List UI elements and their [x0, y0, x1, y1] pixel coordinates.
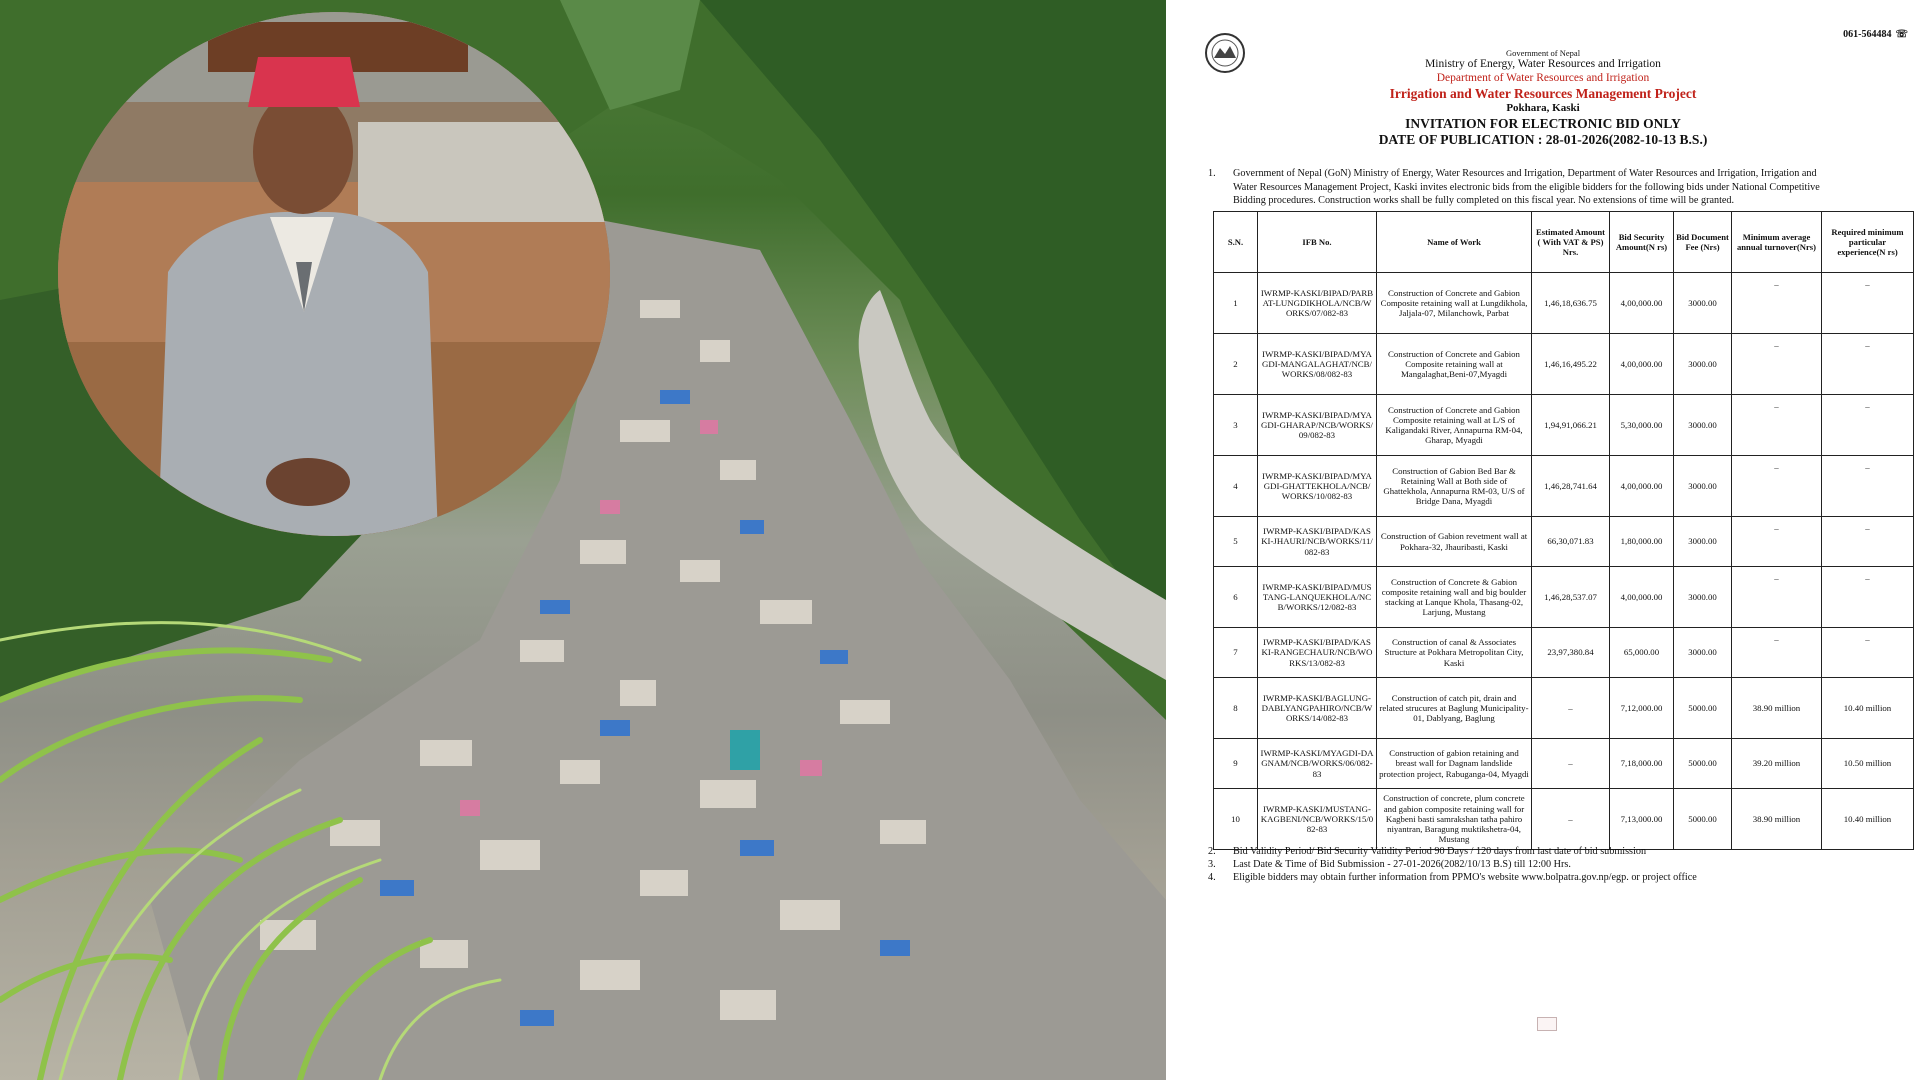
- cell-fee: 3000.00: [1674, 517, 1732, 567]
- cell-fee: 5000.00: [1674, 678, 1732, 739]
- note-number: 4.: [1208, 872, 1216, 883]
- note-text: Last Date & Time of Bid Submission - 27-01-2026(2082/10/13 B.S) till 12:00 Hrs.: [1233, 859, 1571, 870]
- table-row: [1214, 567, 1914, 628]
- table-row: [1214, 789, 1914, 850]
- cell-experience: –: [1822, 567, 1914, 628]
- cell-ifb: IWRMP-KASKI/MYAGDI-DAGNAM/NCB/WORKS/06/082-83: [1258, 739, 1377, 789]
- cell-estimate: –: [1532, 678, 1610, 739]
- cell-security: 4,00,000.00: [1610, 273, 1674, 334]
- cell-ifb: IWRMP-KASKI/MUSTANG-KAGBENI/NCB/WORKS/15/082-83: [1258, 789, 1377, 850]
- intro-line: Government of Nepal (GoN) Ministry of Energy, Water Resources and Irrigation, Department of Water Resources and Irrigation, Irrigation and: [1233, 168, 1817, 179]
- table-row: [1214, 739, 1914, 789]
- cell-sn: 7: [1214, 628, 1258, 678]
- cell-security: 4,00,000.00: [1610, 456, 1674, 517]
- cell-turnover: –: [1732, 567, 1822, 628]
- bid-notice-document: [1166, 0, 1920, 1080]
- cell-estimate: –: [1532, 789, 1610, 850]
- cell-fee: 3000.00: [1674, 456, 1732, 517]
- phone-number: [1843, 29, 1908, 40]
- cell-work: Construction of catch pit, drain and related strucures at Baglung Municipality-01, Dablyang, Baglung: [1377, 678, 1532, 739]
- cell-sn: 1: [1214, 273, 1258, 334]
- cell-turnover: –: [1732, 334, 1822, 395]
- cell-security: 7,12,000.00: [1610, 678, 1674, 739]
- person-illustration: [58, 12, 610, 536]
- cell-ifb: IWRMP-KASKI/BIPAD/KASKI-RANGECHAUR/NCB/WORKS/13/082-83: [1258, 628, 1377, 678]
- cell-estimate: –: [1532, 739, 1610, 789]
- cell-security: 4,00,000.00: [1610, 567, 1674, 628]
- cell-estimate: 1,46,18,636.75: [1532, 273, 1610, 334]
- phone-icon: ☏: [1895, 29, 1908, 40]
- cell-sn: 10: [1214, 789, 1258, 850]
- col-header-ifb: IFB No.: [1258, 212, 1377, 273]
- table-header-row: [1214, 212, 1914, 273]
- cell-work: Construction of Concrete and Gabion Composite retaining wall at Mangalaghat,Beni-07,Myagdi: [1377, 334, 1532, 395]
- cell-security: 5,30,000.00: [1610, 395, 1674, 456]
- cell-work: Construction of Concrete and Gabion Composite retaining wall at L/S of Kaligandaki River, Annapurna RM-04, Gharap, Myagdi: [1377, 395, 1532, 456]
- publication-date: DATE OF PUBLICATION : 28-01-2026(2082-10-13 B.S.): [1378, 132, 1708, 147]
- intro-line: Water Resources Management Project, Kaski invites electronic bids from the eligible bidders for the following bids under National Competitive: [1233, 181, 1820, 193]
- cell-ifb: IWRMP-KASKI/BIPAD/MUSTANG-LANQUEKHOLA/NCB/WORKS/12/082-83: [1258, 567, 1377, 628]
- cell-work: Construction of Gabion revetment wall at Pokhara-32, Jhauribasti, Kaski: [1377, 517, 1532, 567]
- cell-estimate: 23,97,380.84: [1532, 628, 1610, 678]
- cell-fee: 5000.00: [1674, 789, 1732, 850]
- header-location: Pokhara, Kaski: [1506, 102, 1580, 114]
- note-number: 3.: [1208, 859, 1216, 870]
- cell-security: 1,80,000.00: [1610, 517, 1674, 567]
- table-row: [1214, 273, 1914, 334]
- col-header-experience: Required minimum particular experience(N rs): [1822, 212, 1914, 273]
- table-row: [1214, 678, 1914, 739]
- cell-sn: 6: [1214, 567, 1258, 628]
- cell-work: Construction of gabion retaining and breast wall for Dagnam landslide protection project, Rabuganga-04, Myagdi: [1377, 739, 1532, 789]
- cell-fee: 3000.00: [1674, 334, 1732, 395]
- cell-experience: 10.40 million: [1822, 789, 1914, 850]
- cell-experience: –: [1822, 334, 1914, 395]
- page-stamp-mark: [1537, 1017, 1557, 1031]
- cell-experience: –: [1822, 517, 1914, 567]
- cell-work: Construction of Gabion Bed Bar & Retaining Wall at Both side of Ghattekhola, Annapurna RM-03, U/S of Bridge Dana, Myagdi: [1377, 456, 1532, 517]
- cell-ifb: IWRMP-KASKI/BIPAD/PARBAT-LUNGDIKHOLA/NCB/WORKS/07/082-83: [1258, 273, 1377, 334]
- header-ministry: Ministry of Energy, Water Resources and Irrigation: [1425, 58, 1661, 70]
- header-government: Government of Nepal: [1505, 48, 1581, 58]
- bid-table: [1213, 211, 1914, 850]
- cell-ifb: IWRMP-KASKI/BIPAD/MYAGDI-MANGALAGHAT/NCB/WORKS/08/082-83: [1258, 334, 1377, 395]
- note-text: Bid Validity Period/ Bid Security Validity Period 90 Days / 120 days from last date of bid submission: [1233, 846, 1647, 857]
- col-header-sn: S.N.: [1214, 212, 1258, 273]
- cell-work: Construction of canal & Associates Structure at Pokhara Metropolitan City, Kaski: [1377, 628, 1532, 678]
- cell-experience: –: [1822, 456, 1914, 517]
- cell-sn: 3: [1214, 395, 1258, 456]
- cell-estimate: 1,46,16,495.22: [1532, 334, 1610, 395]
- cell-fee: 3000.00: [1674, 395, 1732, 456]
- cell-sn: 5: [1214, 517, 1258, 567]
- cell-ifb: IWRMP-KASKI/BIPAD/MYAGDI-GHARAP/NCB/WORKS/09/082-83: [1258, 395, 1377, 456]
- cell-experience: 10.40 million: [1822, 678, 1914, 739]
- cell-fee: 5000.00: [1674, 739, 1732, 789]
- col-header-security: Bid Security Amount(N rs): [1610, 212, 1674, 273]
- cell-estimate: 1,46,28,537.07: [1532, 567, 1610, 628]
- cell-turnover: –: [1732, 395, 1822, 456]
- table-row: [1214, 334, 1914, 395]
- cell-security: 7,18,000.00: [1610, 739, 1674, 789]
- header-project: Irrigation and Water Resources Management Project: [1389, 86, 1697, 101]
- cell-fee: 3000.00: [1674, 628, 1732, 678]
- cell-ifb: IWRMP-KASKI/BAGLUNG-DABLYANGPAHIRO/NCB/WORKS/14/082-83: [1258, 678, 1377, 739]
- cell-estimate: 1,94,91,066.21: [1532, 395, 1610, 456]
- intro-number: 1.: [1208, 168, 1216, 179]
- phone-number-text: 061-564484: [1843, 29, 1892, 40]
- cell-work: Construction of concrete, plum concrete and gabion composite retaining wall for Kagbeni basti samrakshan tatha pahiro niyantran, Baragung muktikshetra-04, Mustang: [1377, 789, 1532, 850]
- table-row: [1214, 517, 1914, 567]
- intro-text: [1233, 167, 1820, 208]
- cell-work: Construction of Concrete & Gabion composite retaining wall and big boulder stacking at Lanque Khola, Thasang-02, Larjung, Mustang: [1377, 567, 1532, 628]
- cell-estimate: 66,30,071.83: [1532, 517, 1610, 567]
- intro-paragraph: [1208, 167, 1908, 211]
- header-department: Department of Water Resources and Irrigation: [1436, 72, 1650, 84]
- col-header-turnover: Minimum average annual turnover(Nrs): [1732, 212, 1822, 273]
- cell-security: 7,13,000.00: [1610, 789, 1674, 850]
- cell-sn: 4: [1214, 456, 1258, 517]
- cell-experience: –: [1822, 395, 1914, 456]
- cell-work: Construction of Concrete and Gabion Composite retaining wall at Lungdikhola, Jaljala-07, Milanchowk, Parbat: [1377, 273, 1532, 334]
- cell-turnover: 39.20 million: [1732, 739, 1822, 789]
- cell-turnover: 38.90 million: [1732, 678, 1822, 739]
- cell-experience: –: [1822, 273, 1914, 334]
- intro-line: Bidding procedures. Construction works shall be fully completed on this fiscal year. No extensions of time will be granted.: [1233, 195, 1735, 206]
- cell-turnover: 38.90 million: [1732, 789, 1822, 850]
- cell-sn: 8: [1214, 678, 1258, 739]
- notice-title: INVITATION FOR ELECTRONIC BID ONLY: [1405, 116, 1681, 131]
- table-row: [1214, 395, 1914, 456]
- cell-fee: 3000.00: [1674, 567, 1732, 628]
- cell-turnover: –: [1732, 456, 1822, 517]
- col-header-work: Name of Work: [1377, 212, 1532, 273]
- portrait-photo: [58, 12, 610, 536]
- note-number: 2.: [1208, 846, 1216, 857]
- cell-experience: 10.50 million: [1822, 739, 1914, 789]
- cell-security: 4,00,000.00: [1610, 334, 1674, 395]
- table-row: [1214, 456, 1914, 517]
- cell-estimate: 1,46,28,741.64: [1532, 456, 1610, 517]
- note-text: Eligible bidders may obtain further information from PPMO's website www.bolpatra.gov.np/egp. or project office: [1233, 872, 1697, 883]
- cell-fee: 3000.00: [1674, 273, 1732, 334]
- col-header-fee: Bid Document Fee (Nrs): [1674, 212, 1732, 273]
- cell-security: 65,000.00: [1610, 628, 1674, 678]
- cell-sn: 2: [1214, 334, 1258, 395]
- col-header-estimate: Estimated Amount ( With VAT & PS) Nrs.: [1532, 212, 1610, 273]
- cell-experience: –: [1822, 628, 1914, 678]
- cell-turnover: –: [1732, 628, 1822, 678]
- cell-ifb: IWRMP-KASKI/BIPAD/KASKI-JHAURI/NCB/WORKS/11/082-83: [1258, 517, 1377, 567]
- table-row: [1214, 628, 1914, 678]
- cell-turnover: –: [1732, 517, 1822, 567]
- cell-ifb: IWRMP-KASKI/BIPAD/MYAGDI-GHATTEKHOLA/NCB/WORKS/10/082-83: [1258, 456, 1377, 517]
- cell-sn: 9: [1214, 739, 1258, 789]
- cell-turnover: –: [1732, 273, 1822, 334]
